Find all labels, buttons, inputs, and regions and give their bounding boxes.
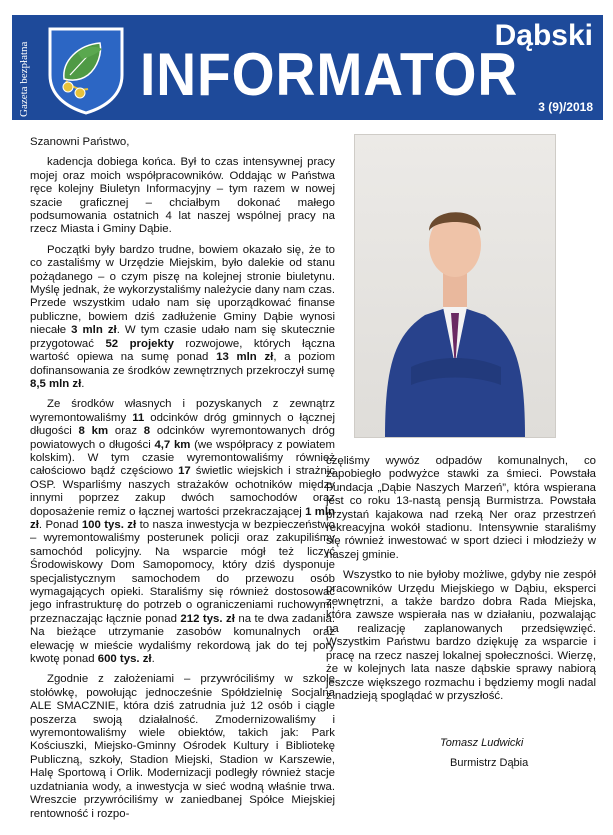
letter-column-left — [30, 136, 335, 828]
coat-of-arms-icon — [44, 23, 128, 115]
signature-name: Tomasz Ludwicki — [440, 737, 524, 749]
portrait-illustration — [355, 135, 555, 437]
signature — [420, 737, 580, 769]
paragraph-4-end: częliśmy wywóz odpadów komunalnych, co zapobiegło podwyżce stawki za śmieci. Powstała Fundacja „Dąbie Naszych Marzeń”, która wspierana jest co roku 13-nastą pensją Burmistrza. Powstała przystań kajakowa nad rzeką Ner oraz przestrzeń rekreacyjna wokół stadionu. Intensywnie staraliśmy się również inwestować w sport dzieci i młodzieży w naszej gminie. — [326, 455, 596, 561]
side-label — [16, 21, 38, 117]
paragraph-3: Ze środków własnych i pozyskanych z zewnątrz wyremontowaliśmy 11 odcinków dróg gminnych o łącznej długości 8 km oraz 8 odcinków wyremontowanych dróg powiatowych o długości 4,7 km (we współpracy z powiatem kolskim). W tym czasie wyremontowaliśmy również całościowo bądź częściowo 17 świetlic wiejskich i strażnic OSP. Wsparliśmy naszych strażaków ochotników między innymi poprzez zakup dwóch samochodów oraz doposażenie remiz o łącznej wartości przekraczającej 1 mln zł. Ponad 100 tys. zł to nasza inwestycja w bezpieczeństwo – wyremontowaliśmy posterunek policji oraz zakupiliśmy samochód policyjny. Na wsparcie mógł też liczyć Środowiskowy Dom Samopomocy, który dziś dysponuje specjalistycznym samochodem do przewozu osób wymagających opieki. Staraliśmy się również dostosować jego infrastrukturę do potrzeb o ograniczeniami ruchowymi, przeznaczając łącznie ponad 212 tys. zł na te dwa zadania. Na bieżące utrzymanie zasobów komunalnych oraz elewację w mieście wydaliśmy rekordową jak do tej pory kwotę ponad 600 tys. zł. — [30, 398, 336, 666]
masthead-title-top: Dąbski — [494, 19, 593, 52]
letter-column-right — [326, 455, 596, 710]
paragraph-2: Początki były bardzo trudne, bowiem okazało się, że to co zastaliśmy w Urzędzie Miejskim, było dalekie od stanu pożądanego – o czym piszę na kolejnej stronie biuletynu. Myślę jednak, że wykorzystaliśmy należycie dany nam czas. Przede wszystkim udało nam się uporządkować finanse publiczne, bowiem dziś zadłużenie Gminy Dąbie wynosi niecałe 3 mln zł. W tym czasie udało nam się skutecznie przygotować 52 projekty rozwojowe, których łączna wartość opiewa na sumę ponad 13 mln zł, a poziom dofinansowania ze środków zewnętrznych przekroczył sumę 8,5 mln zł. — [30, 243, 336, 390]
paragraph-5: Wszystko to nie byłoby możliwe, gdyby nie zespół pracowników Urzędu Miejskiego w Dąbiu, eksperci zewnętrzni, a także bardzo dobra Rada Miejska, która zawsze wspierała nas w działaniu, pozwalając na realizację zaplanowanych przedsięwzięć. Wszystkim Państwu bardzo dziękuję za wsparcie i pracę na rzecz naszej lokalnej społeczności. Wierzę, że w kolejnych lata nasze dąbskie sprawy nabiorą jeszcze większego rozmachu i będziemy mogli nadal z nadzieją spoglądać w przyszłość. — [326, 569, 596, 702]
issue-number: 3 (9)/2018 — [538, 100, 593, 114]
paragraph-4-start: Zgodnie z założeniami – przywróciliśmy w szkole stołówkę, powołując jednocześnie Spółdzielnię Socjalną ALE SMACZNIE, która dziś zatrudnia już 12 osób i ciągle poszerza swoją działalność. Zmodernizowaliśmy i wyremontowaliśmy wiele obiektów, takich jak: Park Kościuszki, Miejsko-Gminny Ośrodek Kultury i Bibliotekę Publiczną, szkoły, Stadion Miejski, Stadion w Karszewie, Halę Sportową i Orlik. Modernizacji podległy również stacje uzdatniania wody, a inwestycja w sieć wodną właśnie trwa. Wreszcie przywróciliśmy w zaniedbanej Spółce Miejskiej rentowność i rozpo- — [30, 673, 335, 820]
mayor-portrait — [354, 134, 556, 438]
side-label-text: Gazeta bezpłatna — [18, 41, 30, 117]
greeting: Szanowni Państwo, — [30, 136, 130, 148]
signature-title: Burmistrz Dąbia — [450, 757, 529, 769]
paragraph-1: kadencja dobiega końca. Był to czas intensywnej pracy mojej oraz moich współpracowników. Oddając w Państwa ręce kolejny Biuletyn Informacyjny – tym razem w nowej szacie graficznej – chciałbym dokonać małego podsumowania ostatnich 4 lat naszej wspólnej pracy na rzecz Miasta i Gminy Dąbie. — [30, 156, 335, 236]
masthead-title-main: INFORMATOR — [140, 41, 519, 108]
masthead — [12, 15, 603, 120]
